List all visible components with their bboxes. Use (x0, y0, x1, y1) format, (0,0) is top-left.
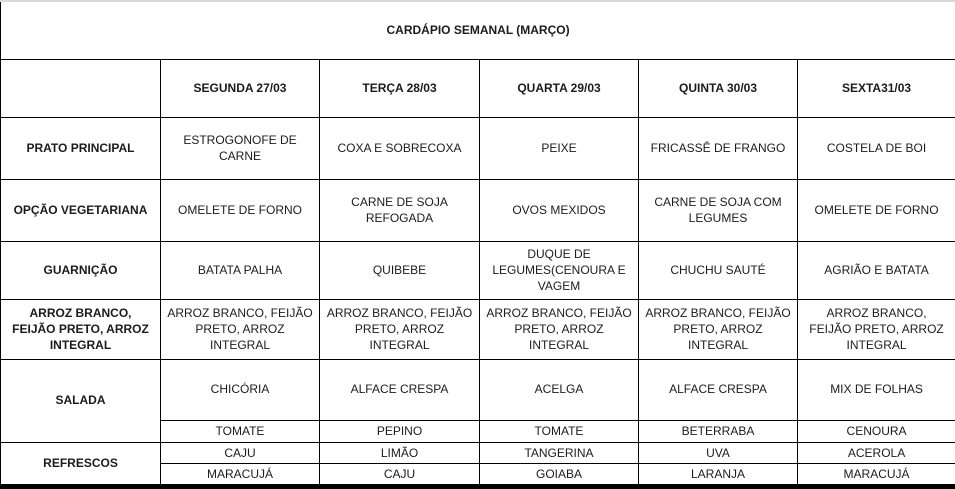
row-arroz (1, 299, 955, 359)
row-salada-main (1, 359, 955, 420)
menu-cell: ARROZ BRANCO, FEIJÃO PRETO, ARROZ INTEGRAL (480, 299, 639, 359)
row-prato-principal (1, 117, 955, 179)
menu-cell: ACEROLA (798, 442, 955, 463)
menu-cell: CAJU (161, 442, 320, 463)
menu-cell: COSTELA DE BOI (798, 117, 955, 179)
menu-cell: MARACUJÁ (798, 463, 955, 486)
title-row (1, 1, 955, 59)
row-label-opcao-vegetariana: OPÇÃO VEGETARIANA (1, 179, 161, 241)
menu-cell: COXA E SOBRECOXA (320, 117, 480, 179)
menu-cell: TOMATE (161, 420, 320, 442)
menu-cell: ARROZ BRANCO, FEIJÃO PRETO, ARROZ INTEGRAL (161, 299, 320, 359)
menu-cell: MIX DE FOLHAS (798, 359, 955, 420)
menu-cell: BATATA PALHA (161, 241, 320, 299)
menu-cell: MARACUJÁ (161, 463, 320, 486)
menu-cell: DUQUE DE LEGUMES(CENOURA E VAGEM (480, 241, 639, 299)
menu-cell: ARROZ BRANCO, FEIJÃO PRETO, ARROZ INTEGRAL (639, 299, 798, 359)
menu-cell: ALFACE CRESPA (639, 359, 798, 420)
row-label-prato-principal: PRATO PRINCIPAL (1, 117, 161, 179)
menu-cell: CHUCHU SAUTÉ (639, 241, 798, 299)
day-header-row (1, 59, 955, 117)
row-guarnicao (1, 241, 955, 299)
corner-cell (1, 59, 161, 117)
row-refrescos-main (1, 442, 955, 463)
day-header-terca: TERÇA 28/03 (320, 59, 480, 117)
menu-cell: TOMATE (480, 420, 639, 442)
menu-cell: ACELGA (480, 359, 639, 420)
day-header-sexta: SEXTA31/03 (798, 59, 955, 117)
menu-cell: PEIXE (480, 117, 639, 179)
menu-cell: ALFACE CRESPA (320, 359, 480, 420)
page-title: CARDÁPIO SEMANAL (MARÇO) (1, 1, 955, 59)
row-label-salada: SALADA (1, 359, 161, 442)
row-label-refrescos: REFRESCOS (1, 442, 161, 486)
menu-cell: ARROZ BRANCO, FEIJÃO PRETO, ARROZ INTEGRAL (320, 299, 480, 359)
menu-cell: FRICASSÊ DE FRANGO (639, 117, 798, 179)
day-header-quinta: QUINTA 30/03 (639, 59, 798, 117)
row-label-guarnicao: GUARNIÇÃO (1, 241, 161, 299)
menu-cell: OMELETE DE FORNO (161, 179, 320, 241)
menu-cell: OMELETE DE FORNO (798, 179, 955, 241)
menu-cell: CARNE DE SOJA COM LEGUMES (639, 179, 798, 241)
menu-cell: CENOURA (798, 420, 955, 442)
row-label-arroz: ARROZ BRANCO, FEIJÃO PRETO, ARROZ INTEGRAL (1, 299, 161, 359)
menu-cell: OVOS MEXIDOS (480, 179, 639, 241)
menu-cell: LIMÃO (320, 442, 480, 463)
menu-cell: PEPINO (320, 420, 480, 442)
menu-cell: QUIBEBE (320, 241, 480, 299)
day-header-segunda: SEGUNDA 27/03 (161, 59, 320, 117)
menu-cell: AGRIÃO E BATATA (798, 241, 955, 299)
menu-cell: ESTROGONOFE DE CARNE (161, 117, 320, 179)
menu-cell: LARANJA (639, 463, 798, 486)
menu-cell: TANGERINA (480, 442, 639, 463)
menu-cell: CHICÓRIA (161, 359, 320, 420)
menu-cell: CAJU (320, 463, 480, 486)
menu-cell: BETERRABA (639, 420, 798, 442)
menu-cell: GOIABA (480, 463, 639, 486)
row-opcao-vegetariana (1, 179, 955, 241)
menu-cell: UVA (639, 442, 798, 463)
day-header-quarta: QUARTA 29/03 (480, 59, 639, 117)
menu-cell: ARROZ BRANCO, FEIJÃO PRETO, ARROZ INTEGRAL (798, 299, 955, 359)
menu-cell: CARNE DE SOJA REFOGADA (320, 179, 480, 241)
